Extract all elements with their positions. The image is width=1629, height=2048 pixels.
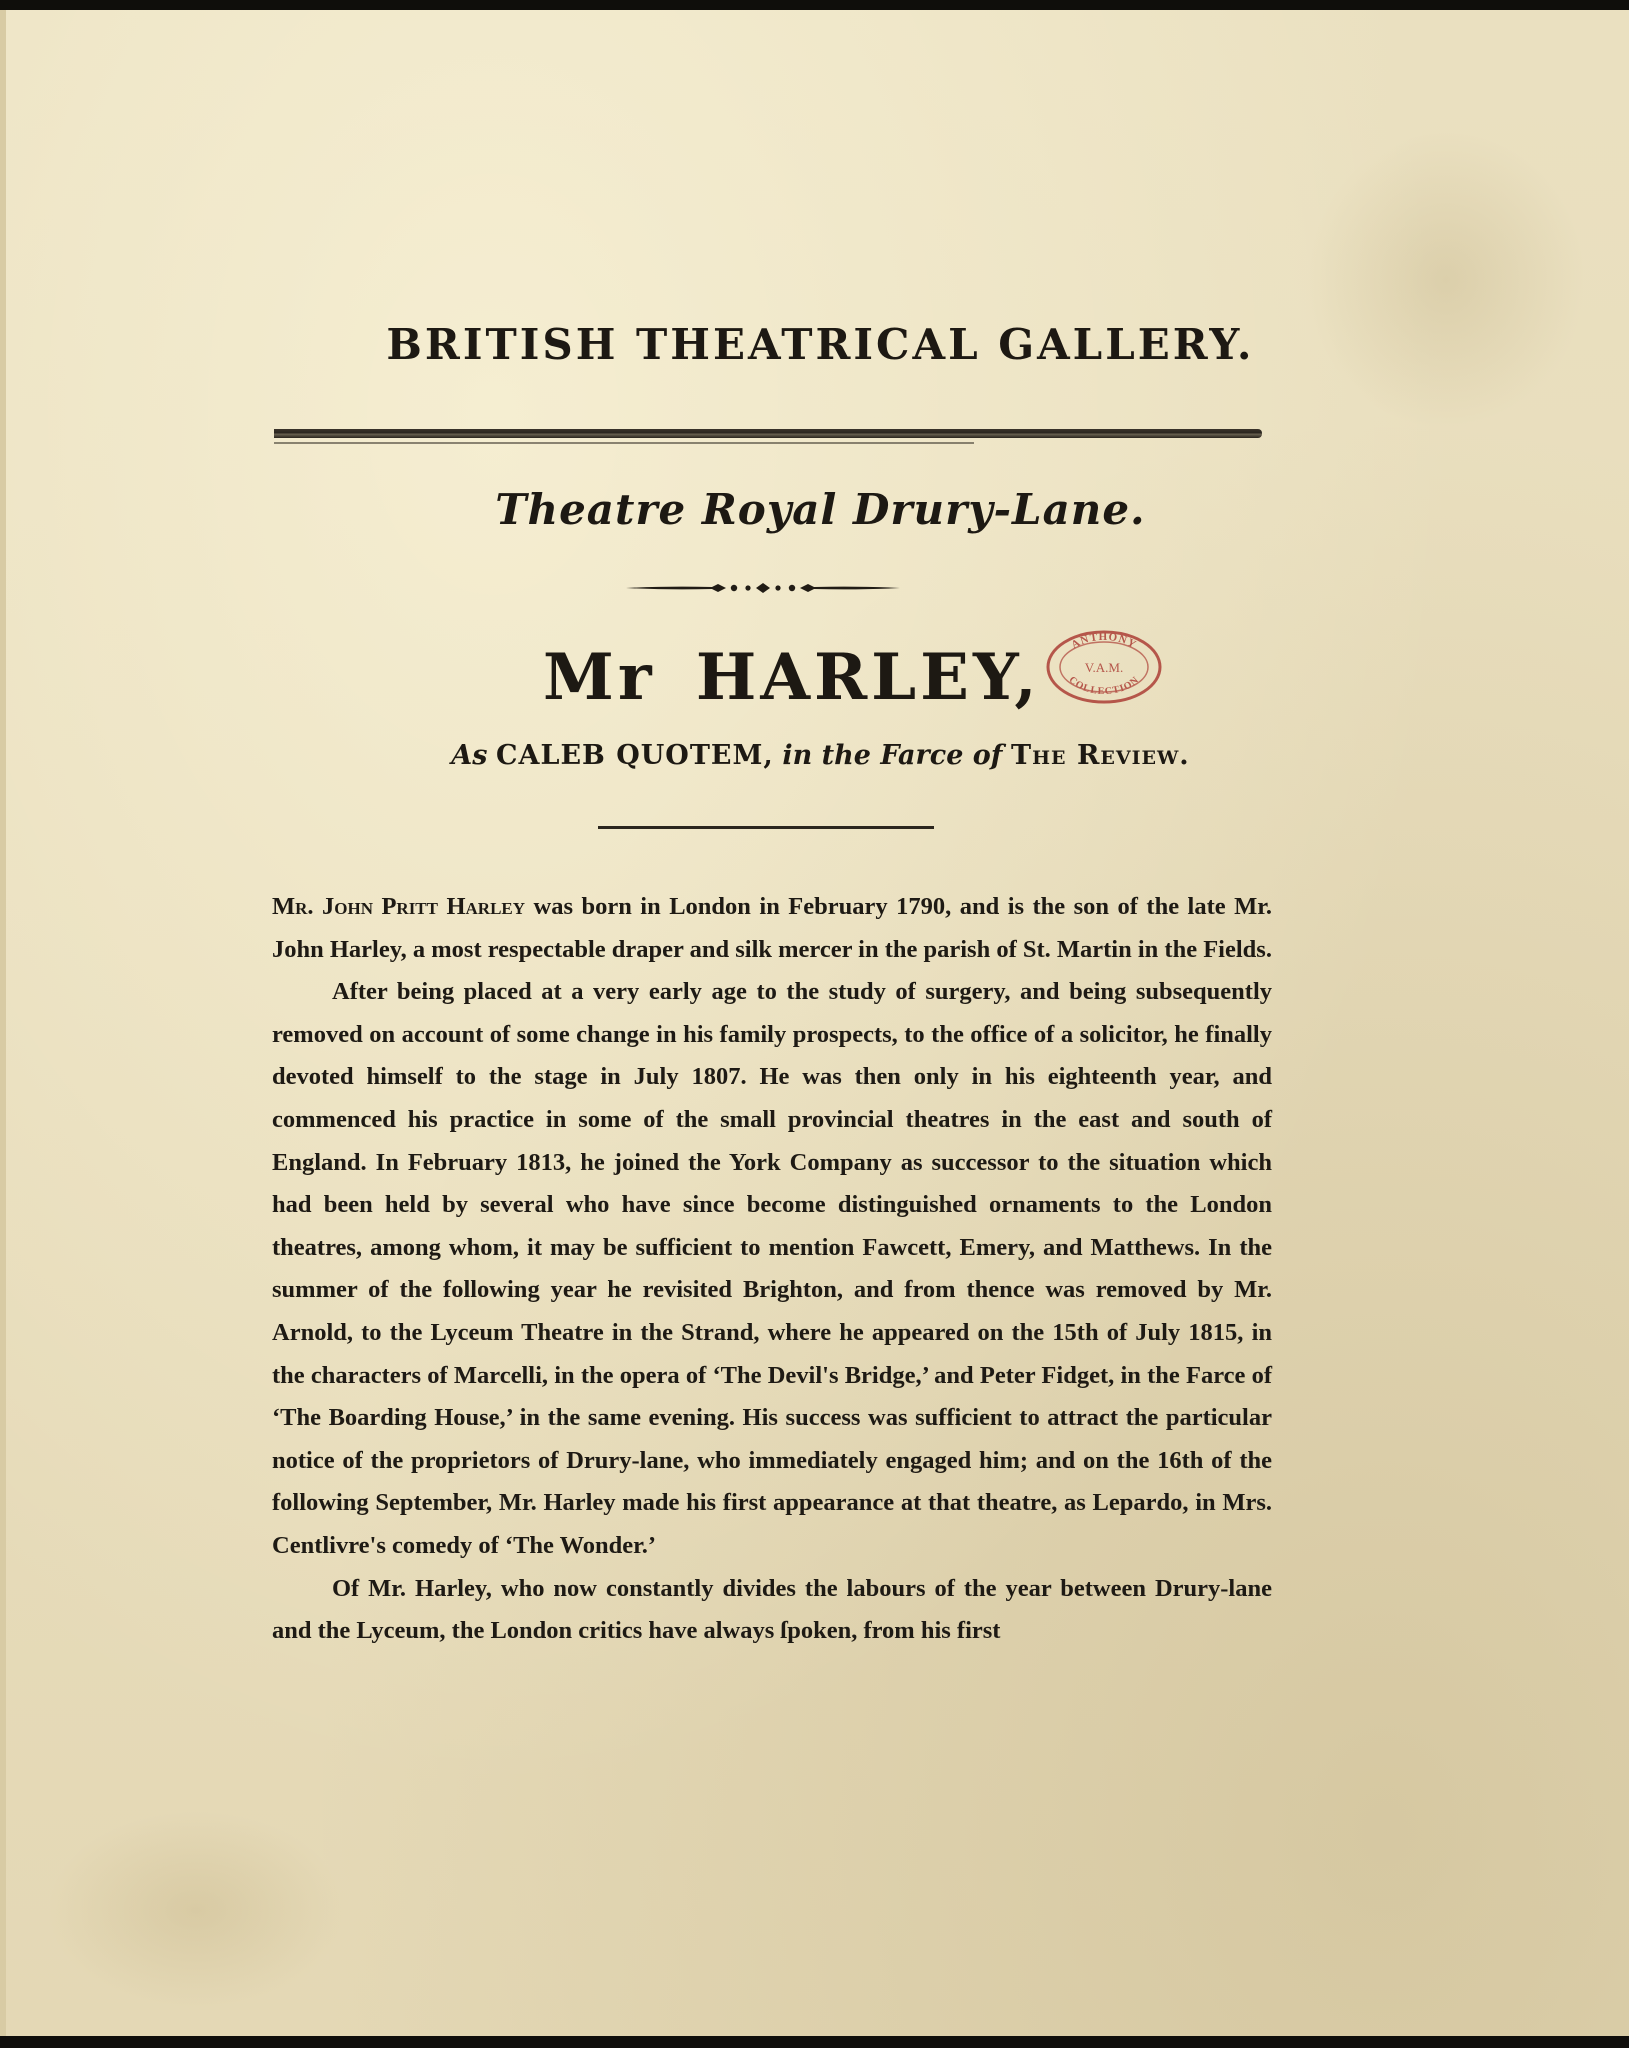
gallery-title: BRITISH THEATRICAL GALLERY. — [386, 320, 1255, 369]
subject-name — [543, 640, 1041, 715]
theatre-heading: Theatre Royal Drury-Lane. — [495, 485, 1146, 534]
role-as: As — [451, 740, 488, 771]
document-page — [0, 10, 1629, 2036]
name-main: HARLEY, — [695, 640, 1041, 715]
header-rule-shadow — [274, 442, 974, 444]
role-name: CALEB QUOTEM, — [496, 740, 774, 771]
header-rule — [274, 429, 1262, 438]
paragraph-2: After being placed at a very early age to the study of surgery, and being subsequently removed on account of some change in his family prospects, to the office of a solicitor, he finally devoted himself to the stage in July 1807. He was then only in his eighteenth year, and commenced his practice in some of the small provincial theatres in the east and south of England. In February 1813, he joined the York Company as successor to the situation which had been held by several who have since become distinguished ornaments to the London theatres, among whom, it may be sufficient to mention Fawcett, Emery, and Matthews. In the summer of the following year he revisited Brighton, and from thence was removed by Mr. Arnold, to the Lyceum Theatre in the Strand, where he appeared on the 15th of July 1815, in the characters of Marcelli, in the opera of ‘The Devil's Bridge,’ and Peter Fidget, in the Farce of ‘The Boarding House,’ in the same evening. His success was sufficient to attract the particular notice of the proprietors of Drury-lane, who immediately engaged him; and on the 16th of the following September, Mr. Harley made his first appearance at that theatre, as Lepardo, in Mrs. Centlivre's comedy of ‘The Wonder.’ — [272, 978, 1272, 1559]
collection-stamp — [1044, 628, 1164, 706]
paper-stain — [46, 1810, 346, 2010]
paragraph-3: Of Mr. Harley, who now constantly divides the labours of the year between Drury-lane and the Lyceum, the London critics have always ſpoken, from his first — [272, 1574, 1272, 1645]
stamp-text-center: V.A.M. — [1084, 660, 1124, 675]
stamp-text-top: ANTHONY — [1069, 630, 1139, 652]
paragraph-1-lead: Mr. John Pritt Harley — [272, 893, 526, 920]
biography-text — [272, 886, 1272, 1653]
role-mid: in the Farce of — [782, 740, 1003, 771]
role-line — [6, 740, 1629, 771]
paper-stain — [1306, 130, 1586, 430]
stamp-text-bottom: COLLECTION — [1066, 674, 1142, 698]
paragraph-1-text: was born in London in February 1790, and is the son of the late Mr. John Harley, a most respectable draper and silk mercer in the parish of St. Martin in the Fields. — [272, 893, 1272, 963]
name-prefix: Mr — [543, 640, 656, 715]
paragraph-1 — [272, 886, 1272, 971]
ornament-divider — [626, 581, 900, 595]
svg-text:COLLECTION — [1066, 674, 1141, 697]
play-title: The Review. — [1011, 740, 1190, 771]
section-rule — [598, 826, 934, 829]
